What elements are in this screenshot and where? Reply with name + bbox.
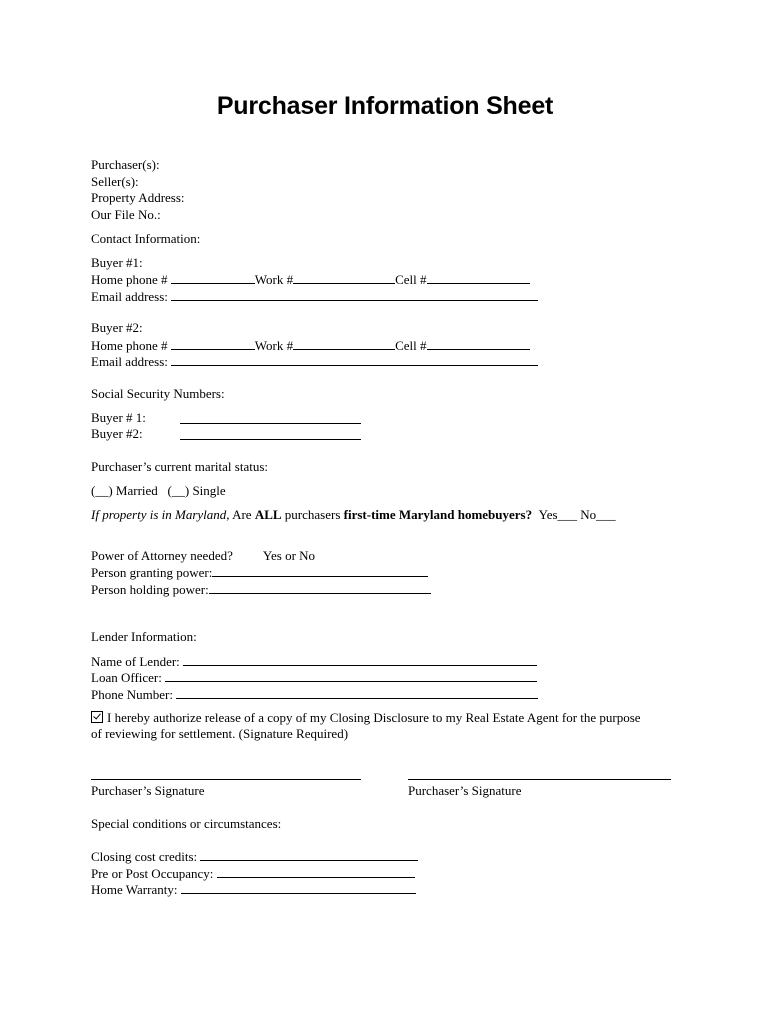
buyer2-email-label: Email address: — [91, 354, 168, 369]
authorize-text1: I hereby authorize release of a copy of my Closing Disclosure to my Real Estate Agent for the purpose — [107, 710, 641, 725]
poa-yes-no[interactable]: Yes or No — [262, 548, 316, 563]
buyer1-work-field[interactable] — [293, 271, 395, 284]
ssn-buyer2-label: Buyer #2: — [91, 426, 143, 441]
authorize-line2: of reviewing for settlement. (Signature Required) — [91, 726, 349, 741]
maryland-bold-question: first-time Maryland homebuyers? — [343, 507, 533, 522]
buyer1-label: Buyer #1: — [91, 255, 143, 270]
home-warranty — [91, 881, 416, 898]
lender-phone-field[interactable] — [176, 686, 538, 699]
poa-granting — [91, 564, 428, 581]
poa-needed — [91, 548, 315, 564]
poa-holding-label: Person holding power: — [91, 582, 209, 597]
poa-granting-field[interactable] — [212, 564, 428, 577]
buyer1-home-phone-label: Home phone # — [91, 272, 168, 287]
field-sellers: Seller(s): — [91, 174, 139, 189]
lender-name-label: Name of Lender: — [91, 654, 180, 669]
buyer1-work-label: Work # — [254, 272, 294, 287]
special-conditions-heading: Special conditions or circumstances: — [91, 816, 282, 831]
field-purchasers: Purchaser(s): — [91, 157, 160, 172]
buyer2-email-field[interactable] — [171, 353, 538, 366]
signature-line-1[interactable] — [91, 779, 361, 780]
field-file-no: Our File No.: — [91, 207, 161, 222]
home-warranty-field[interactable] — [181, 881, 416, 894]
closing-cost-label: Closing cost credits: — [91, 849, 198, 864]
single-option[interactable]: (__) Single — [167, 483, 226, 498]
closing-cost-credits — [91, 848, 418, 865]
buyer1-phones — [91, 271, 530, 288]
poa-needed-label: Power of Attorney needed? — [91, 548, 233, 563]
buyer1-email-field[interactable] — [171, 288, 538, 301]
buyer2-home-phone-label: Home phone # — [91, 338, 168, 353]
married-option[interactable]: (__) Married — [91, 483, 158, 498]
signature-label-1: Purchaser’s Signature — [91, 783, 205, 798]
buyer2-cell-field[interactable] — [427, 337, 530, 350]
buyer2-label: Buyer #2: — [91, 320, 143, 335]
occupancy-field[interactable] — [217, 865, 415, 878]
buyer2-home-phone-field[interactable] — [171, 337, 255, 350]
home-warranty-label: Home Warranty: — [91, 882, 178, 897]
field-property-address: Property Address: — [91, 190, 185, 205]
buyer1-cell-label: Cell # — [395, 272, 427, 287]
maryland-purchasers: purchasers — [281, 507, 344, 522]
checkbox-checked-icon[interactable] — [91, 711, 103, 723]
lender-name-field[interactable] — [183, 653, 537, 666]
maryland-question — [91, 507, 616, 523]
ssn-heading: Social Security Numbers: — [91, 386, 225, 401]
maryland-no[interactable]: No___ — [580, 507, 616, 522]
lender-heading: Lender Information: — [91, 629, 197, 644]
poa-granting-label: Person granting power: — [91, 565, 213, 580]
lender-phone — [91, 686, 538, 703]
buyer1-email-label: Email address: — [91, 289, 168, 304]
occupancy-label: Pre or Post Occupancy: — [91, 866, 214, 881]
lender-phone-label: Phone Number: — [91, 687, 173, 702]
maryland-italic: If property is in Maryland — [91, 507, 227, 522]
maryland-are: , Are — [226, 507, 255, 522]
loan-officer-label: Loan Officer: — [91, 670, 162, 685]
buyer1-email — [91, 288, 538, 305]
marital-status-heading: Purchaser’s current marital status: — [91, 459, 269, 474]
buyer2-phones — [91, 337, 530, 354]
loan-officer — [91, 669, 537, 686]
contact-info-heading: Contact Information: — [91, 231, 201, 246]
ssn-buyer1-field[interactable] — [180, 423, 361, 424]
buyer1-cell-field[interactable] — [427, 271, 530, 284]
ssn-buyer1-label: Buyer # 1: — [91, 410, 146, 425]
buyer2-work-field[interactable] — [293, 337, 395, 350]
lender-name — [91, 653, 537, 670]
marital-options — [91, 483, 226, 499]
signature-label-2: Purchaser’s Signature — [408, 783, 522, 798]
buyer2-email — [91, 353, 538, 370]
buyer1-home-phone-field[interactable] — [171, 271, 255, 284]
buyer2-cell-label: Cell # — [395, 338, 427, 353]
authorize-line1 — [91, 710, 641, 726]
occupancy — [91, 865, 415, 882]
page-title: Purchaser Information Sheet — [216, 92, 554, 120]
buyer2-work-label: Work # — [254, 338, 294, 353]
poa-holding-field[interactable] — [209, 581, 431, 594]
ssn-buyer2-field[interactable] — [180, 439, 361, 440]
poa-holding — [91, 581, 431, 598]
maryland-all: ALL — [254, 507, 282, 522]
maryland-yes[interactable]: Yes___ — [538, 507, 578, 522]
loan-officer-field[interactable] — [165, 669, 537, 682]
signature-line-2[interactable] — [408, 779, 671, 780]
closing-cost-field[interactable] — [200, 848, 418, 861]
